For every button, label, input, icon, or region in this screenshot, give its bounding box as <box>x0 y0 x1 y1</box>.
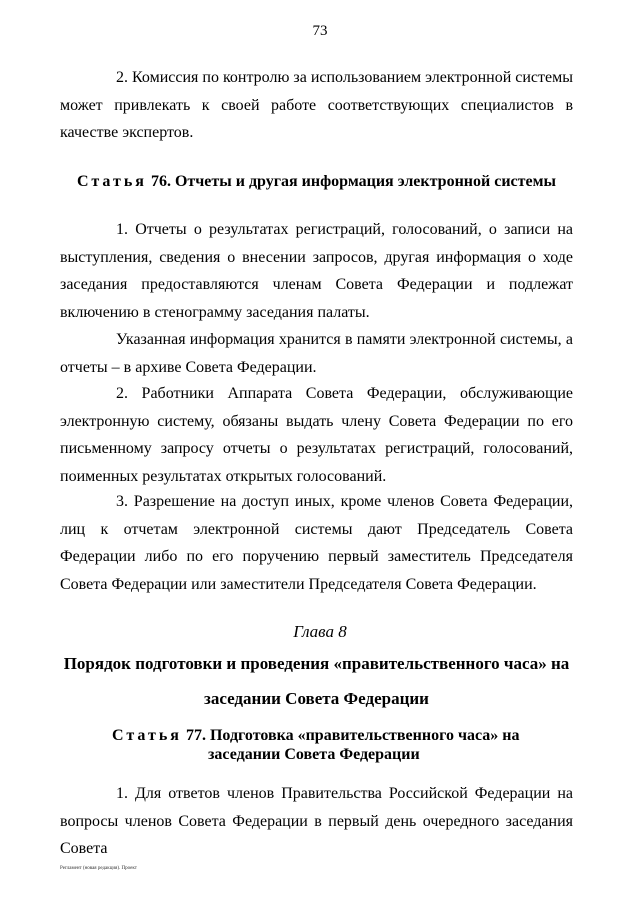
article76-title: 76. Отчеты и другая информация электронной системы <box>150 173 557 190</box>
chapter-title <box>60 646 573 716</box>
article76-item1-paragraph: 1. Отчеты о результатах регистраций, голосований, о записи на выступления, сведения о внесении запросов, другая информация о ходе заседания предоставляются членам Совета Федерации и подлежат включению в стенограмму заседания палаты. <box>60 221 573 321</box>
article75-item2-paragraph: 2. Комиссия по контролю за использованием электронной системы может привлекать к своей работе соответствующих специалистов в качестве экспертов. <box>60 69 573 141</box>
chapter-title-line1: Порядок подготовки и проведения «правительственного часа» на <box>63 654 570 673</box>
article76-heading <box>60 172 573 192</box>
footer-note: Регламент (новая редакция). Проект <box>60 866 137 871</box>
article77-item1-paragraph: 1. Для ответов членов Правительства Российской Федерации на вопросы членов Совета Федерации в первый день очередного заседания Совета <box>60 785 573 857</box>
article76-label: Статья <box>76 173 147 190</box>
article77-title-continuation: заседании Совета Федерации <box>208 746 420 763</box>
article77-heading <box>112 726 532 764</box>
article76-item3-paragraph: 3. Разрешение на доступ иных, кроме членов Совета Федерации, лиц к отчетам электронной системы дают Председатель Совета Федерации либо по его поручению первый заместитель Председателя Совета Федерации или заместители Председателя Совета Федерации. <box>60 493 573 593</box>
chapter-title-line2: заседании Совета Федерации <box>204 689 429 708</box>
article76-item2-paragraph: 2. Работники Аппарата Совета Федерации, обслуживающие электронную систему, обязаны выдать члену Совета Федерации по его письменному запросу отчеты о результатах регистраций, голосований, поименных результатах открытых голосований. <box>60 385 573 485</box>
article77-label: Статья <box>112 727 182 744</box>
article76-item1-continuation: Указанная информация хранится в памяти электронной системы, а отчеты – в архиве Совета Федерации. <box>60 331 573 376</box>
article77-title: 77. Подготовка «правительственного часа» на <box>185 727 520 744</box>
chapter-label: Глава 8 <box>293 622 347 641</box>
page-number: 73 <box>312 23 328 39</box>
